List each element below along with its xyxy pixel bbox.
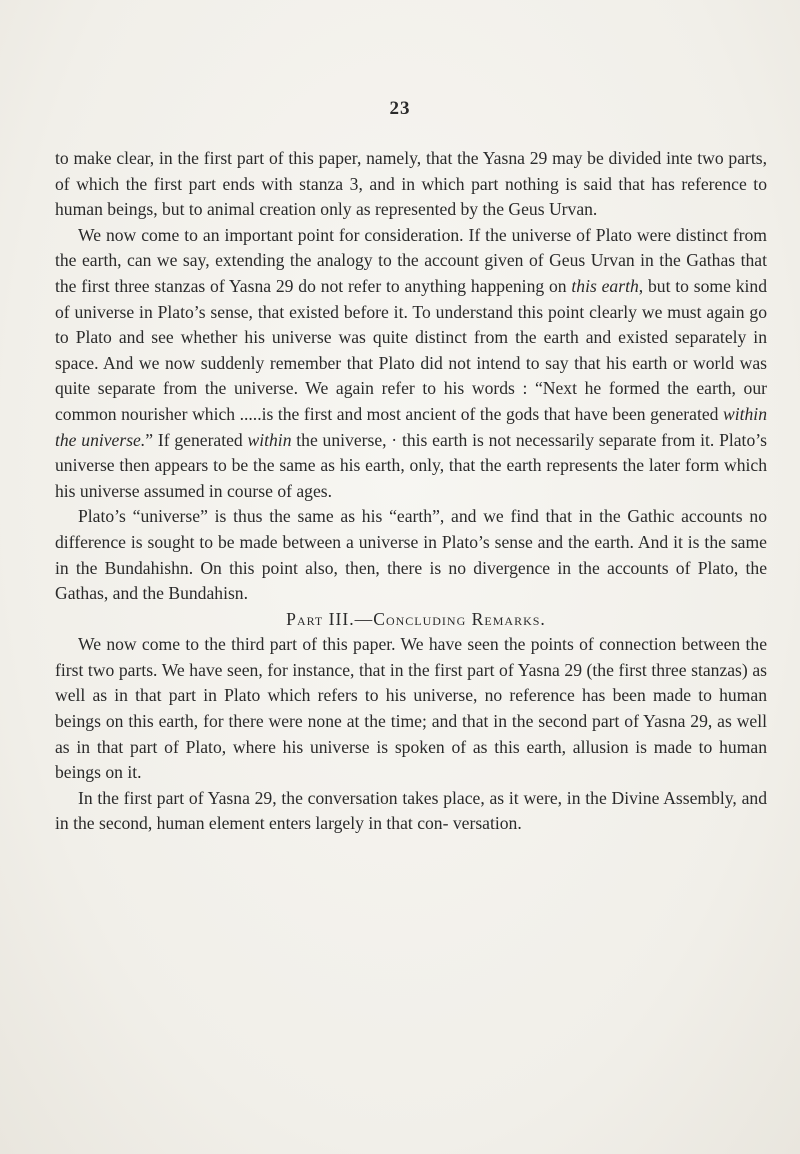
paragraph-5: In the first part of Yasna 29, the conversation takes place, as it were, in the Divine Assembly, and in the second, human element enters largely in that con- versation. (55, 787, 767, 834)
paragraph-2 (55, 223, 767, 505)
body-text (55, 146, 767, 837)
paragraph-2-emphasis-a: this earth (571, 275, 639, 296)
section-heading-text: Part III.—Concluding Remarks. (286, 608, 546, 629)
paragraph-4: We now come to the third part of this paper. We have seen the points of connection between the first two parts. We have seen, for instance, that in the first part of Yasna 29 (the first three stanzas) as well as in that part in Plato which refers to his universe, no reference has been made to human beings on this earth, for there were none at the time; and that in the second part of Yasna 29, as well as in that part of Plato, where his universe is spoken of as this earth, allusion is made to human beings on it. (55, 634, 767, 783)
paragraph-2-emphasis-c: within (247, 429, 292, 450)
paragraph-2-part-c: ” If generated (145, 429, 248, 450)
paragraph-1: to make clear, in the first part of this paper, namely, that the Yasna 29 may be divided inte two parts, of which the first part ends with stanza 3, and in which part nothing is said that has reference to human beings, but to animal creation only as represented by the Geus Urvan. (55, 148, 767, 220)
page-number: 23 (389, 98, 411, 119)
paragraph-2-part-a: We now come to an important point for consideration. If the universe of Plato were distinct from the earth, can we say, extending the analogy to the account given of Geus Urvan in the Gathas that the first three stanzas of Yasna 29 do not refer to anything happening on (55, 224, 767, 296)
paragraph-3: Plato’s “universe” is thus the same as his “earth”, and we find that in the Gathic accounts no difference is sought to be made between a universe in Plato’s sense and the earth. And it is the same in the Bundahishn. On this point also, then, there is no divergence in the accounts of Plato, the Gathas, and the Bundahisn. (55, 506, 767, 604)
paragraph-2-emphasis-b: within the universe. (55, 403, 767, 450)
section-heading (55, 607, 767, 633)
paragraph-2-part-b: , but to some kind of universe in Plato’s sense, that existed before it. To understand this point clearly we must again go to Plato and see whether his universe was quite distinct from the earth and existed separately in space. And we now suddenly remember that Plato did not intend to say that his earth or world was quite separate from the universe. We again refer to his words : “Next he formed the earth, our common nourisher which .....is the first and most ancient of the gods that have been generated (55, 275, 767, 424)
paragraph-2-part-d: the universe, · this earth is not necessarily separate from it. Plato’s universe then appears to be the same as his earth, only, that the earth represents the later form which his universe assumed in course of ages. (55, 429, 767, 501)
